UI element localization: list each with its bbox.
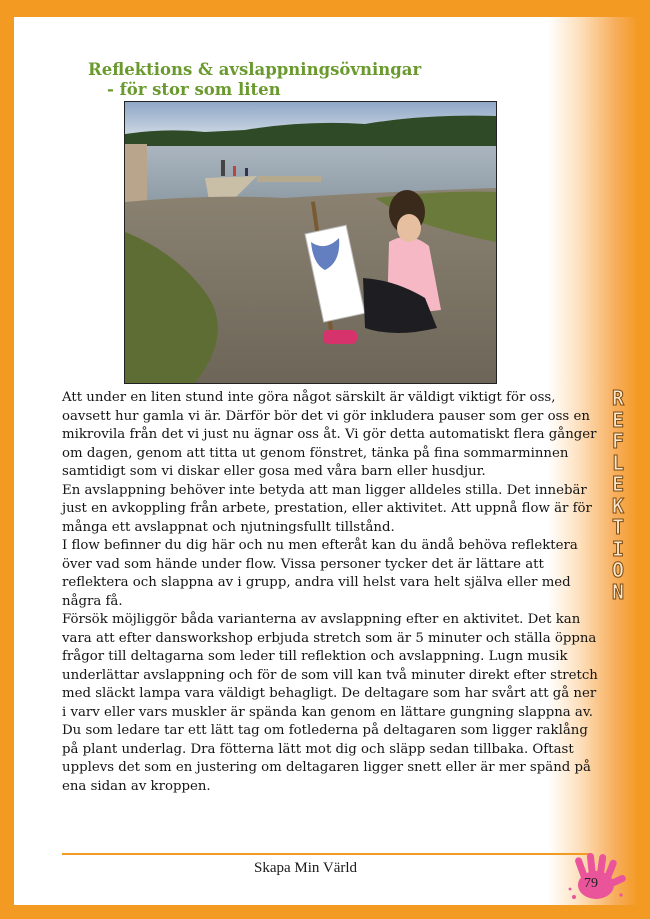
page-number: 79 (584, 876, 598, 891)
paragraph: En avslappning behöver inte betyda att man ligger alldeles stilla. Det innebär just en avkoppling från arbete, prestation, eller aktivitet. Att uppnå flow är för många ett avslappnat och njutningsfullt tillstånd. (62, 482, 592, 535)
page-title (88, 60, 508, 100)
footer-rule (62, 853, 590, 855)
footer-title: Skapa Min Värld (254, 860, 358, 876)
orange-frame-top (0, 0, 650, 17)
vertical-letter: E (611, 472, 625, 496)
body-text (62, 389, 602, 796)
paragraph: Att under en liten stund inte göra något särskilt är väldigt viktigt för oss, oavsett hur gamla vi är. Därför bör det vi gör inkludera pauser som ger oss en mikrovila från det vi just nu ägnar oss åt. Vi gör detta automatiskt flera gånger om dagen, genom att titta ut genom fönstret, tänka på fina sommarminnen samtidigt som vi diskar eller gosa med våra barn eller husdjur. (62, 390, 597, 479)
vertical-letter: I (611, 536, 625, 561)
paragraph: I flow befinner du dig här och nu men efteråt kan du ändå behöva reflektera över vad som hände under flow. Vissa personer tycker det är lättare att reflektera och slappna av i grupp, andra vill helst vara helt själva eller med några få. (62, 538, 578, 609)
vertical-letter: K (611, 493, 625, 518)
orange-frame-bottom (0, 905, 650, 919)
vertical-letter: N (611, 579, 625, 604)
photo-girl-painting-by-lake (124, 101, 497, 384)
vertical-letter: O (611, 558, 625, 582)
orange-frame-left (0, 0, 14, 919)
vertical-letter: E (611, 407, 625, 432)
vertical-letter: L (611, 450, 625, 475)
orange-frame-right (638, 0, 650, 919)
paragraph: Försök möjliggör båda varianterna av avslappning efter en aktivitet. Det kan vara att efter dansworkshop erbjuda stretch som är 5 minuter och ställa öppna frågor till deltagarna som leder till reflektion och avslappning. Lugn musik underlättar avslappning och för de som vill kan två minuter direkt efter stretch med släckt lampa vara väldigt behagligt. De deltagare som har svårt att gå ner i varv eller vars muskler är spända kan genom en lättare gungning slappna av. Du som ledare tar ett lätt tag om fotlederna på deltagaren som ligger raklång på plant underlag. Dra fötterna lätt mot dig och släpp sedan tillbaka. Oftast upplevs det som en justering om deltagaren ligger snett eller är mer spänd på ena sidan av kroppen. (62, 612, 598, 794)
title-line-2: - för stor som liten (107, 80, 281, 99)
vertical-letter: R (611, 386, 625, 410)
vertical-letter: T (611, 515, 625, 539)
vertical-letter: F (611, 429, 625, 453)
title-line-1: Reflektions & avslappningsövningar (88, 60, 422, 79)
vertical-word-reflektion (606, 388, 630, 603)
